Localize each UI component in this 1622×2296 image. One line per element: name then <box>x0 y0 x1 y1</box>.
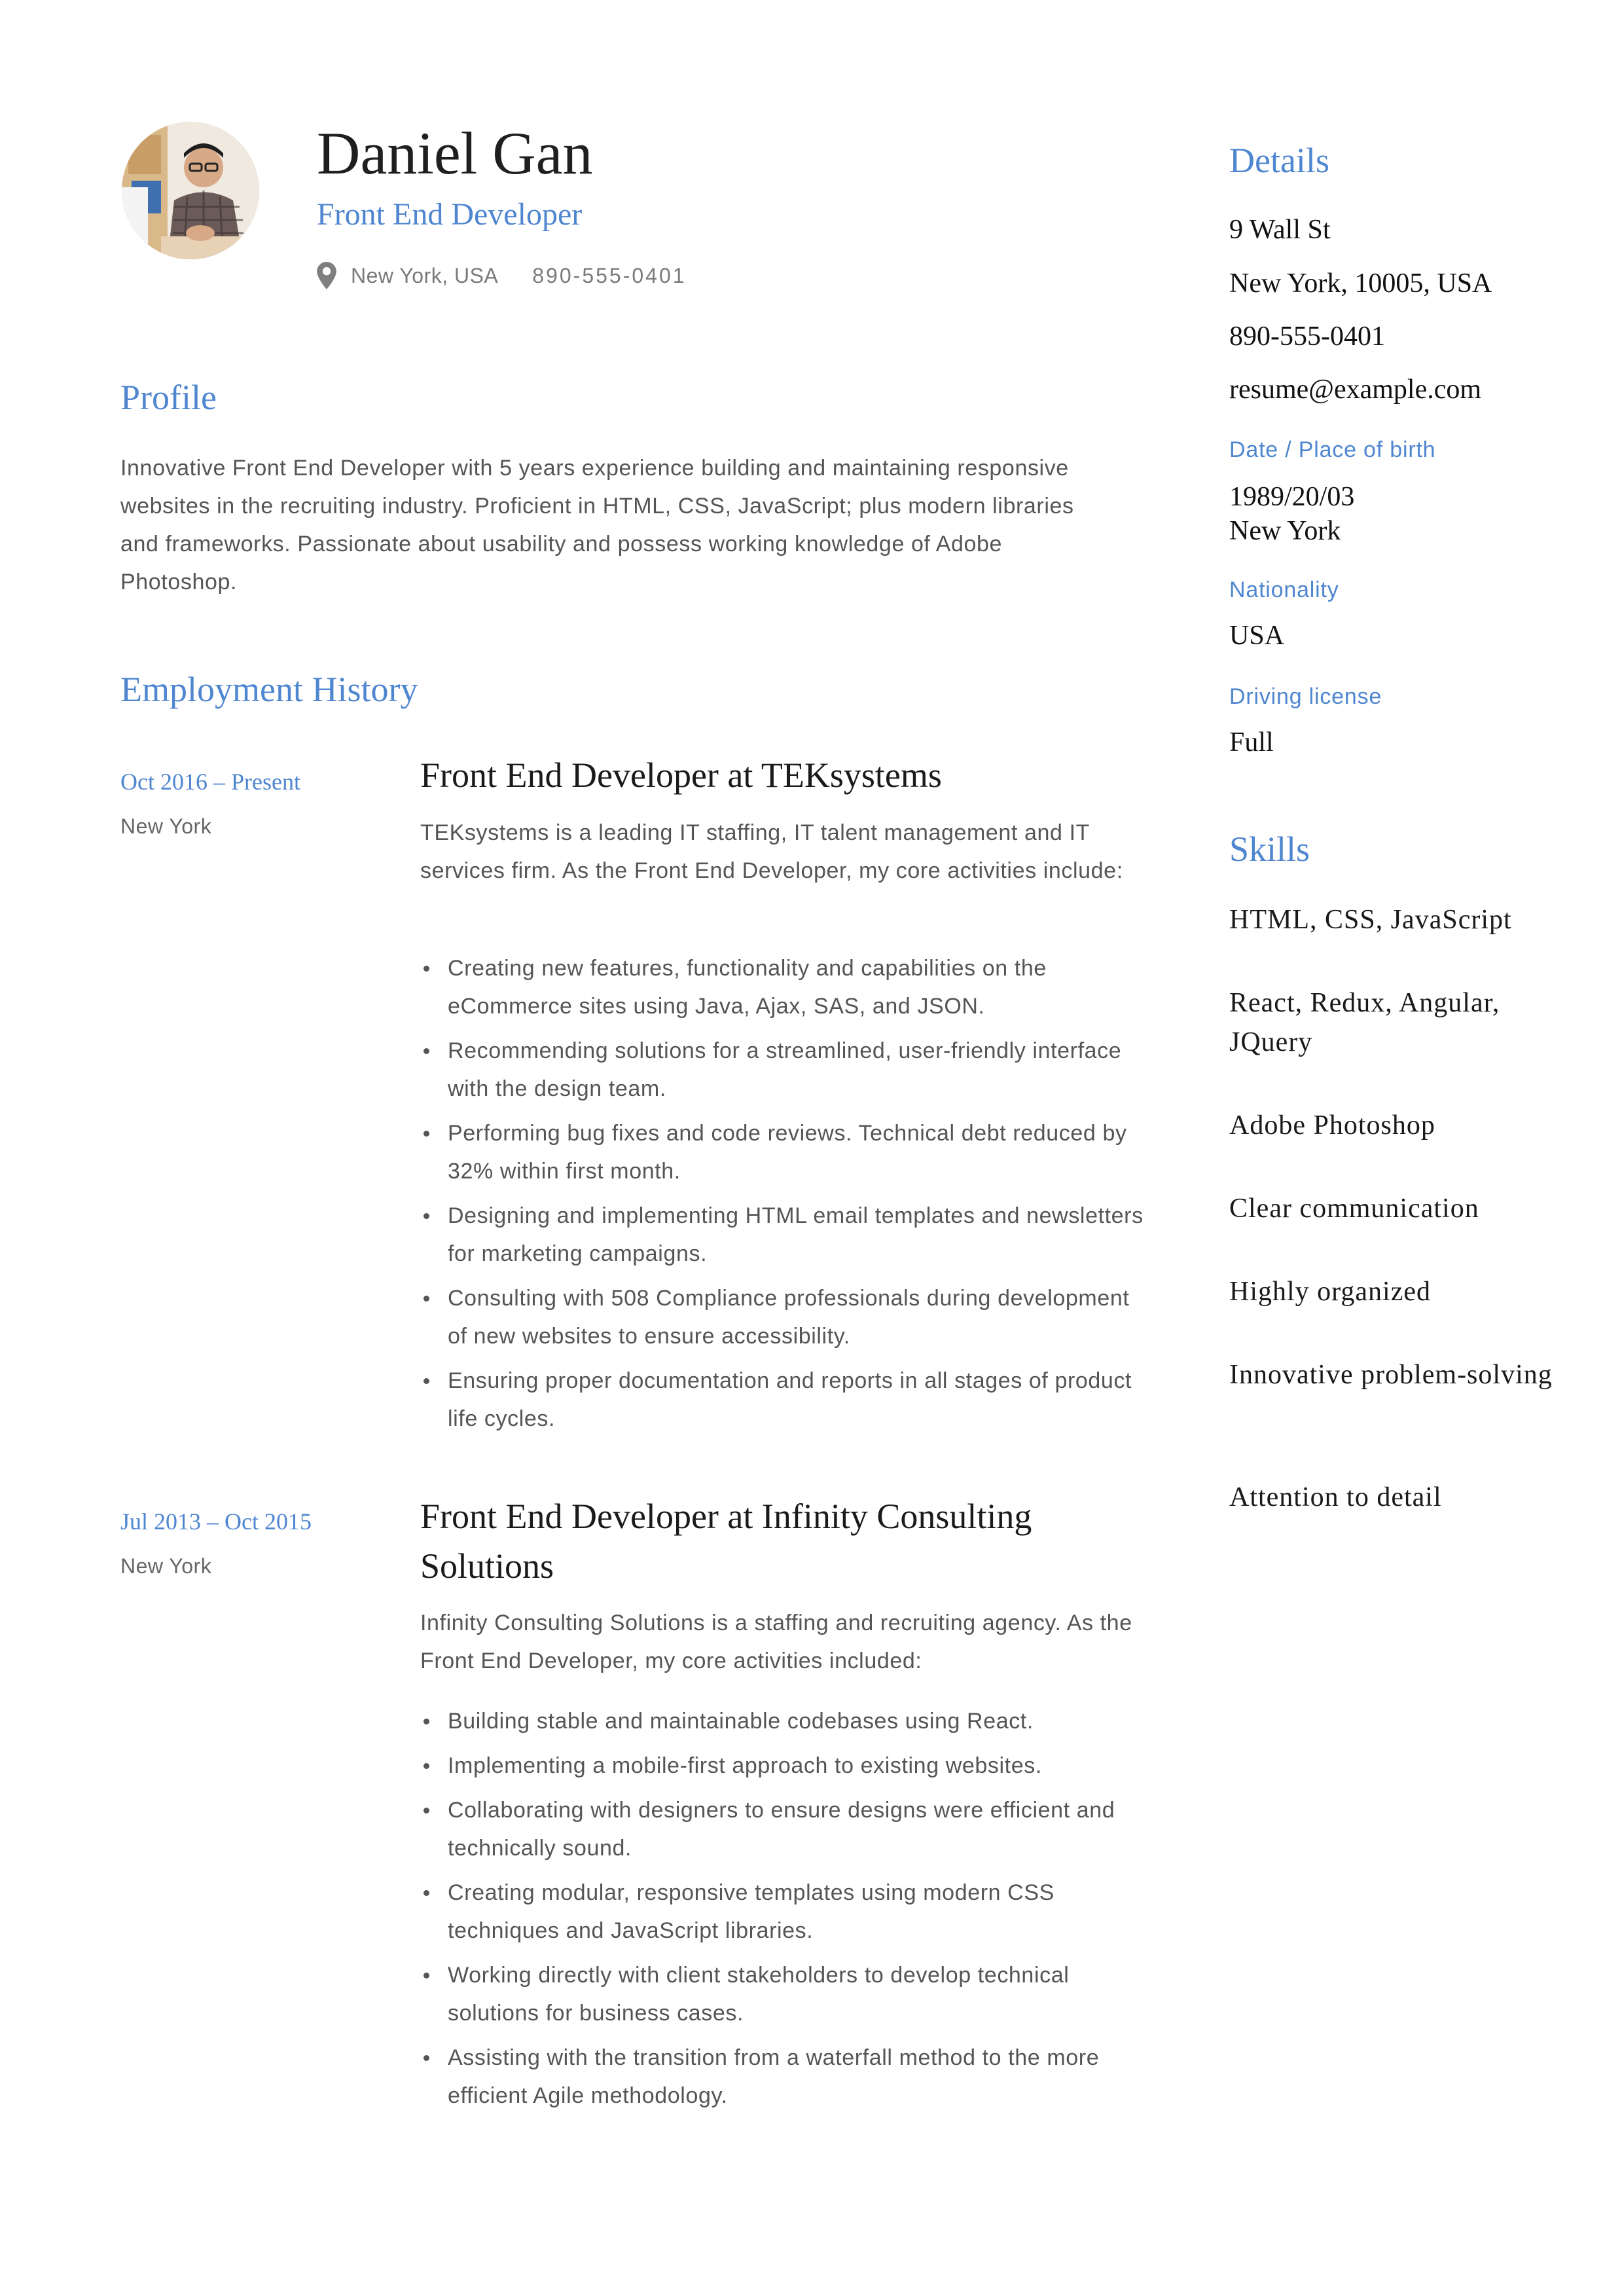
skill-item: Attention to detail <box>1229 1482 1442 1512</box>
header-phone: 890-555-0401 <box>532 264 687 287</box>
license-value: Full <box>1229 727 1274 757</box>
detail-address-line1: 9 Wall St <box>1229 215 1331 245</box>
birth-date: 1989/20/03 <box>1229 482 1355 512</box>
job-bullet: Ensuring proper documentation and reports in all stages of product life cycles. <box>420 1362 1153 1438</box>
license-label: Driving license <box>1229 684 1382 709</box>
job-bullet: Assisting with the transition from a waterfall method to the more efficient Agile methodology. <box>420 2039 1153 2115</box>
bullet-icon <box>424 1890 429 1896</box>
bullet-icon <box>424 2055 429 2061</box>
detail-email[interactable]: resume@example.com <box>1229 374 1482 405</box>
employment-heading: Employment History <box>120 670 418 709</box>
nationality-label: Nationality <box>1229 577 1339 602</box>
skills-heading: Skills <box>1229 829 1310 869</box>
skill-item: React, Redux, Angular, JQuery <box>1229 988 1500 1057</box>
details-heading: Details <box>1229 141 1329 180</box>
bullet-icon <box>424 1296 429 1302</box>
skill-item: Clear communication <box>1229 1194 1479 1224</box>
job-bullet: Collaborating with designers to ensure designs were efficient and technically sound. <box>420 1791 1153 1867</box>
job-dates: Jul 2013 – Oct 2015 <box>120 1508 312 1535</box>
bullet-icon <box>424 1213 429 1219</box>
job-bullet: Working directly with client stakeholders to develop technical solutions for business cases. <box>420 1956 1153 2032</box>
job-description: Infinity Consulting Solutions is a staffing and recruiting agency. As the Front End Developer, my core activities included: <box>420 1611 1132 1673</box>
skill-item: Innovative problem-solving <box>1229 1360 1553 1390</box>
nationality-value: USA <box>1229 621 1285 651</box>
job-bullet: Creating new features, functionality and capabilities on the eCommerce sites using Java, Ajax, SAS, and JSON. <box>420 949 1153 1025</box>
job-city: New York <box>120 1554 212 1578</box>
skill-item: HTML, CSS, JavaScript <box>1229 905 1512 935</box>
job-bullet: Recommending solutions for a streamlined, user-friendly interface with the design team. <box>420 1032 1153 1108</box>
birth-place: New York <box>1229 516 1341 546</box>
job-bullet: Performing bug fixes and code reviews. Technical debt reduced by 32% within first month. <box>420 1114 1153 1190</box>
bullet-icon <box>424 1048 429 1054</box>
profile-heading: Profile <box>120 378 217 417</box>
candidate-name: Daniel Gan <box>317 120 593 187</box>
header-location: New York, USA <box>351 264 499 287</box>
birth-label: Date / Place of birth <box>1229 437 1436 462</box>
skill-item: Highly organized <box>1229 1277 1431 1307</box>
job-bullet-list <box>420 1702 1153 2121</box>
job-bullet: Implementing a mobile-first approach to existing websites. <box>420 1747 1153 1785</box>
job-bullet-list <box>420 949 1153 1444</box>
job-city: New York <box>120 814 212 838</box>
job-description: TEKsystems is a leading IT staffing, IT talent management and IT services firm. As the Front End Developer, my core activities include: <box>420 820 1123 883</box>
job-bullet: Building stable and maintainable codebases using React. <box>420 1702 1153 1740</box>
job-title: Front End Developer at Infinity Consulting Solutions <box>420 1497 1032 1586</box>
bullet-icon <box>424 1808 429 1813</box>
header-contact-row <box>317 262 687 289</box>
profile-summary: Innovative Front End Developer with 5 years experience building and maintaining responsive websites in the recruiting industry. Proficient in HTML, CSS, JavaScript; plus modern libraries and frameworks. Passionate about usability and possess working knowledge of Adobe Photoshop. <box>120 456 1074 594</box>
job-bullet: Consulting with 508 Compliance professionals during development of new websites to ensure accessibility. <box>420 1279 1153 1355</box>
bullet-icon <box>424 1378 429 1384</box>
map-pin-icon <box>317 262 336 289</box>
job-bullet: Creating modular, responsive templates using modern CSS techniques and JavaScript libraries. <box>420 1874 1153 1950</box>
bullet-icon <box>424 1131 429 1137</box>
detail-phone: 890-555-0401 <box>1229 321 1385 352</box>
bullet-icon <box>424 1763 429 1769</box>
detail-address-line2: New York, 10005, USA <box>1229 268 1492 299</box>
job-title: Front End Developer at TEKsystems <box>420 756 942 795</box>
avatar <box>122 122 259 259</box>
bullet-icon <box>424 966 429 972</box>
candidate-title: Front End Developer <box>317 197 583 232</box>
skill-item: Adobe Photoshop <box>1229 1110 1435 1140</box>
avatar-photo <box>122 122 259 259</box>
bullet-icon <box>424 1719 429 1724</box>
bullet-icon <box>424 1973 429 1978</box>
job-dates: Oct 2016 – Present <box>120 769 300 795</box>
job-bullet: Designing and implementing HTML email templates and newsletters for marketing campaigns. <box>420 1197 1153 1273</box>
